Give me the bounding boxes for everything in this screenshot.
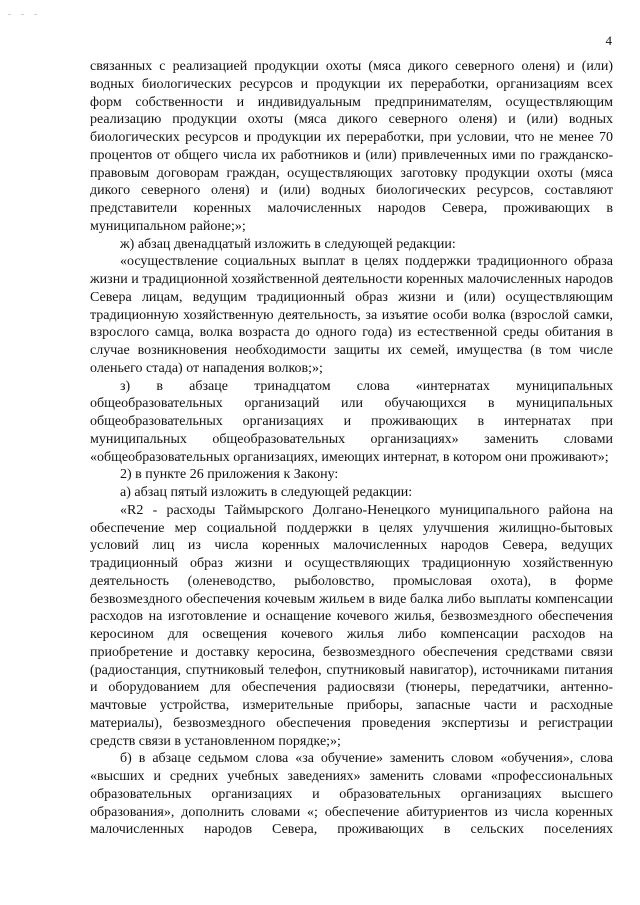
document-body (90, 58, 613, 839)
paragraph-continuation: связанных с реализацией продукции охоты (мяса дикого северного оленя) и (или) водных биологических ресурсов и продукции их переработки, организациям всех форм собственности и индивидуальным предпринимателям, осуществляющим реализацию продукции охоты (мяса дикого северного оленя) и (или) водных биологических ресурсов и продукции их переработки, при условии, что не менее 70 процентов от общего числа их работников и (или) привлеченных ими по гражданско-правовым договорам граждан, осуществляющих заготовку продукции охоты (мяса дикого северного оленя) и (или) водных биологических ресурсов, составляют представители коренных малочисленных народов Севера, проживающих в муниципальном районе;»; (90, 59, 613, 234)
paragraph-item-z: з) в абзаце тринадцатом слова «интернатах муниципальных общеобразовательных организаций или обучающихся в муниципальных общеобразовательных организациях и проживающих в интернатах при муниципальных общеобразовательных организациях» заменить словами «общеобразовательных организациях, имеющих интернат, в котором они проживают»; (90, 378, 613, 465)
paragraph-item-zh: ж) абзац двенадцатый изложить в следующей редакции: (120, 236, 456, 252)
paragraph-item-a: а) абзац пятый изложить в следующей редакции: (120, 485, 413, 500)
scan-artifact (8, 14, 68, 16)
paragraph-quote-wolf: «осуществление социальных выплат в целях поддержки традиционного образа жизни и традиционной хозяйственной деятельности коренных малочисленных народов Севера лицам, ведущим традиционный образ жизни и (или) осуществляющим традиционную хозяйственную деятельность, за изъятие особи волка (взрослой самки, взрослого самца, волка возраста до одного года) из естественной среды обитания в случае возникновения необходимости защиты их семей, имущества (в том числе оленьего стада) от нападения волков;»; (90, 254, 613, 376)
page-number: 4 (605, 33, 612, 48)
paragraph-item-2: 2) в пункте 26 приложения к Закону: (120, 467, 339, 483)
paragraph-quote-r2: «R2 - расходы Таймырского Долгано-Ненецкого муниципального района на обеспечение мер социальной поддержки в целях улучшения жилищно-бытовых условий лиц из числа коренных малочисленных народов Севера, ведущих традиционный образ жизни и осуществляющих традиционную хозяйственную деятельность (оленеводство, рыболовство, промысловая охота), в форме безвозмездного обеспечения кочевым жильем в виде балка либо выплаты компенсации расходов на изготовление и оснащение кочевого жилья, безвозмездного обеспечения керосином для освещения кочевого жилья либо компенсации расходов на приобретение и доставку керосина, безвозмездного обеспечения средствами связи (радиостанция, спутниковый телефон, спутниковый навигатор), источниками питания и оборудованием для обеспечения радиосвязи (тюнеры, передатчики, антенно-мачтовые устройства, измерительные приборы, запасные части и расходные материалы), безвозмездного обеспечения проведения экспертизы и регистрации средств связи в установленном порядке;»; (90, 502, 613, 749)
paragraph-item-b: б) в абзаце седьмом слова «за обучение» заменить словом «обучения», слова «высших и средних учебных заведениях» заменить словами «профессиональных образовательных организациях и образовательных организациях высшего образования», дополнить словами «; обеспечение абитуриентов из числа коренных малочисленных народов Севера, проживающих в сельских поселениях (90, 751, 613, 838)
